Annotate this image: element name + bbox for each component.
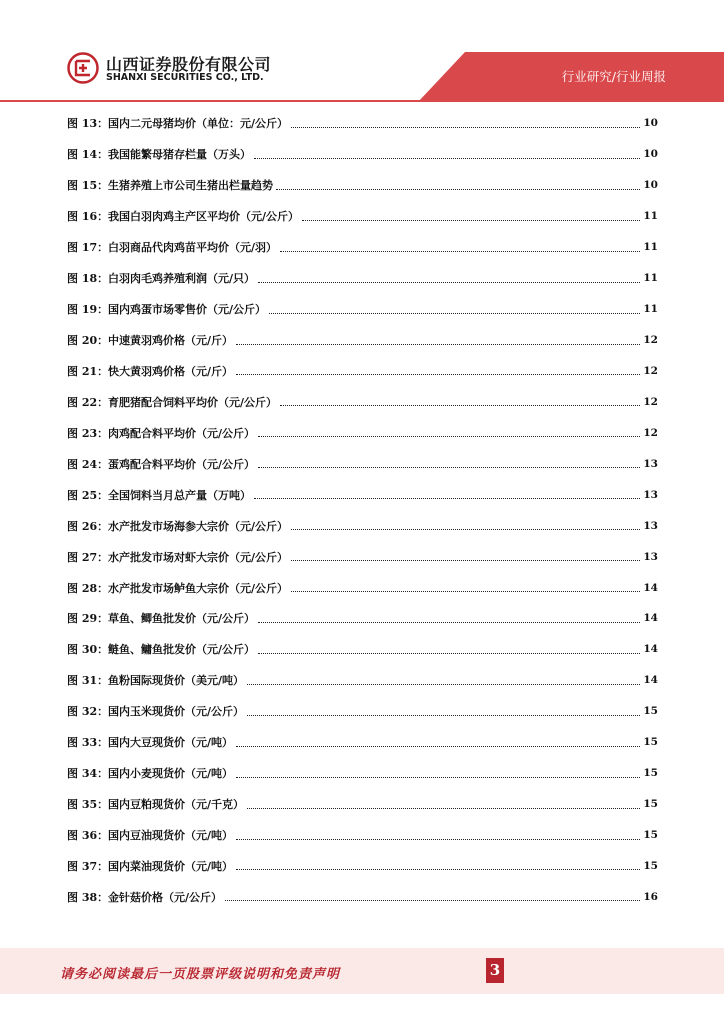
- dot-leader: [291, 127, 640, 128]
- toc-entry[interactable]: [67, 665, 658, 696]
- figure-list: [67, 108, 658, 912]
- figure-title: 水产批发市场鲈鱼大宗价（元/公斤）: [108, 581, 289, 595]
- page-reference: 15: [643, 705, 658, 718]
- page-reference: 13: [643, 457, 658, 470]
- figure-title: 育肥猪配合饲料平均价（元/公斤）: [108, 395, 278, 409]
- dot-leader: [254, 158, 640, 159]
- figure-number: 图 14：: [67, 148, 109, 162]
- toc-entry[interactable]: [67, 851, 658, 882]
- dot-leader: [258, 653, 640, 654]
- page-reference: 14: [643, 581, 658, 594]
- company-name-en: SHANXI SECURITIES CO., LTD.: [106, 72, 264, 83]
- toc-entry[interactable]: [67, 417, 658, 448]
- disclaimer-notice: 请务必阅读最后一页股票评级说明和免责声明: [60, 967, 341, 982]
- figure-number: 图 22：: [67, 395, 109, 409]
- figure-title: 快大黄羽鸡价格（元/斤）: [108, 364, 234, 378]
- figure-title: 国内豆油现货价（元/吨）: [108, 829, 234, 843]
- figure-number: 图 33：: [67, 736, 109, 750]
- figure-number: 图 27：: [67, 550, 109, 564]
- dot-leader: [258, 622, 640, 623]
- figure-title: 国内大豆现货价（元/吨）: [108, 736, 234, 750]
- dot-leader: [291, 591, 640, 592]
- dot-leader: [247, 684, 640, 685]
- page-reference: 16: [643, 890, 658, 903]
- report-section-label: 行业研究/行业周报: [561, 69, 666, 84]
- page-reference: 15: [643, 767, 658, 780]
- toc-entry[interactable]: [67, 325, 658, 356]
- figure-number: 图 24：: [67, 457, 109, 471]
- toc-entry[interactable]: [67, 758, 658, 789]
- figure-number: 图 28：: [67, 581, 109, 595]
- company-name-cn: 山西证券股份有限公司: [106, 55, 272, 74]
- figure-title: 白羽商品代肉鸡苗平均价（元/羽）: [108, 241, 278, 255]
- page-header: [0, 0, 724, 102]
- figure-title: 草鱼、鲫鱼批发价（元/公斤）: [108, 612, 256, 626]
- page-reference: 12: [643, 426, 658, 439]
- page-reference: 11: [643, 272, 658, 285]
- dot-leader: [258, 436, 640, 437]
- figure-number: 图 26：: [67, 519, 109, 533]
- page-reference: 14: [643, 612, 658, 625]
- figure-title: 水产批发市场对虾大宗价（元/公斤）: [108, 550, 289, 564]
- toc-entry[interactable]: [67, 510, 658, 541]
- figure-title: 国内鸡蛋市场零售价（元/公斤）: [108, 303, 267, 317]
- dot-leader: [236, 777, 640, 778]
- figure-number: 图 35：: [67, 798, 109, 812]
- figure-title: 蛋鸡配合料平均价（元/公斤）: [108, 457, 256, 471]
- figure-title: 鱼粉国际现货价（美元/吨）: [108, 674, 245, 688]
- toc-entry[interactable]: [67, 386, 658, 417]
- toc-entry[interactable]: [67, 232, 658, 263]
- figure-title: 金针菇价格（元/公斤）: [108, 890, 223, 904]
- figure-title: 国内玉米现货价（元/公斤）: [108, 705, 245, 719]
- page-reference: 13: [643, 550, 658, 563]
- figure-number: 图 36：: [67, 829, 109, 843]
- figure-number: 图 29：: [67, 612, 109, 626]
- toc-entry[interactable]: [67, 356, 658, 387]
- figure-title: 我国能繁母猪存栏量（万头）: [108, 148, 251, 162]
- dot-leader: [269, 313, 640, 314]
- dot-leader: [254, 498, 640, 499]
- dot-leader: [236, 839, 640, 840]
- page-reference: 12: [643, 364, 658, 377]
- page-reference: 10: [643, 179, 658, 192]
- figure-title: 肉鸡配合料平均价（元/公斤）: [108, 426, 256, 440]
- toc-entry[interactable]: [67, 572, 658, 603]
- page-reference: 15: [643, 798, 658, 811]
- figure-number: 图 31：: [67, 674, 109, 688]
- shanxi-securities-logo-icon: [67, 52, 99, 84]
- toc-entry[interactable]: [67, 139, 658, 170]
- dot-leader: [291, 560, 640, 561]
- page-reference: 15: [643, 736, 658, 749]
- figure-title: 生猪养殖上市公司生猪出栏量趋势: [108, 179, 273, 193]
- dot-leader: [258, 282, 640, 283]
- dot-leader: [280, 251, 640, 252]
- toc-entry[interactable]: [67, 263, 658, 294]
- dot-leader: [258, 467, 640, 468]
- dot-leader: [280, 405, 640, 406]
- figure-title: 国内豆粕现货价（元/千克）: [108, 798, 245, 812]
- figure-number: 图 32：: [67, 705, 109, 719]
- toc-entry[interactable]: [67, 696, 658, 727]
- toc-entry[interactable]: [67, 634, 658, 665]
- toc-entry[interactable]: [67, 789, 658, 820]
- page-reference: 15: [643, 829, 658, 842]
- dot-leader: [291, 529, 640, 530]
- figure-number: 图 19：: [67, 303, 109, 317]
- figure-title: 国内小麦现货价（元/吨）: [108, 767, 234, 781]
- page-reference: 15: [643, 859, 658, 872]
- toc-entry[interactable]: [67, 448, 658, 479]
- figure-number: 图 13：: [67, 117, 109, 131]
- dot-leader: [276, 189, 640, 190]
- toc-entry[interactable]: [67, 479, 658, 510]
- toc-entry[interactable]: [67, 820, 658, 851]
- figure-title: 我国白羽肉鸡主产区平均价（元/公斤）: [108, 210, 300, 224]
- dot-leader: [236, 869, 640, 870]
- page-reference: 11: [643, 303, 658, 316]
- figure-number: 图 34：: [67, 767, 109, 781]
- toc-entry[interactable]: [67, 294, 658, 325]
- toc-entry[interactable]: [67, 603, 658, 634]
- figure-title: 全国饲料当月总产量（万吨）: [108, 488, 251, 502]
- page-reference: 12: [643, 395, 658, 408]
- dot-leader: [247, 808, 640, 809]
- page-reference: 13: [643, 519, 658, 532]
- figure-number: 图 25：: [67, 488, 109, 502]
- toc-entry[interactable]: [67, 170, 658, 201]
- dot-leader: [302, 220, 640, 221]
- toc-entry[interactable]: [67, 727, 658, 758]
- figure-number: 图 20：: [67, 334, 109, 348]
- toc-entry[interactable]: [67, 541, 658, 572]
- figure-number: 图 18：: [67, 272, 109, 286]
- dot-leader: [236, 374, 640, 375]
- page-reference: 11: [643, 241, 658, 254]
- toc-entry[interactable]: [67, 201, 658, 232]
- figure-title: 国内菜油现货价（元/吨）: [108, 859, 234, 873]
- figure-number: 图 38：: [67, 890, 109, 904]
- figure-title: 鲢鱼、鳙鱼批发价（元/公斤）: [108, 643, 256, 657]
- figure-number: 图 23：: [67, 426, 109, 440]
- dot-leader: [247, 715, 640, 716]
- page-reference: 10: [643, 117, 658, 130]
- page-reference: 11: [643, 210, 658, 223]
- figure-number: 图 17：: [67, 241, 109, 255]
- toc-entry[interactable]: [67, 881, 658, 912]
- dot-leader: [236, 746, 640, 747]
- page-reference: 10: [643, 148, 658, 161]
- dot-leader: [236, 344, 640, 345]
- dot-leader: [225, 900, 640, 901]
- figure-number: 图 21：: [67, 364, 109, 378]
- figure-number: 图 15：: [67, 179, 109, 193]
- figure-number: 图 37：: [67, 859, 109, 873]
- figure-title: 中速黄羽鸡价格（元/斤）: [108, 334, 234, 348]
- page-footer: [0, 948, 724, 994]
- figure-number: 图 30：: [67, 643, 109, 657]
- toc-entry[interactable]: [67, 108, 658, 139]
- page-reference: 14: [643, 674, 658, 687]
- page-reference: 13: [643, 488, 658, 501]
- page-number: 3: [486, 958, 504, 983]
- page-reference: 12: [643, 334, 658, 347]
- figure-title: 水产批发市场海参大宗价（元/公斤）: [108, 519, 289, 533]
- figure-title: 国内二元母猪均价（单位：元/公斤）: [108, 117, 289, 131]
- figure-number: 图 16：: [67, 210, 109, 224]
- figure-title: 白羽肉毛鸡养殖利润（元/只）: [108, 272, 256, 286]
- page-reference: 14: [643, 643, 658, 656]
